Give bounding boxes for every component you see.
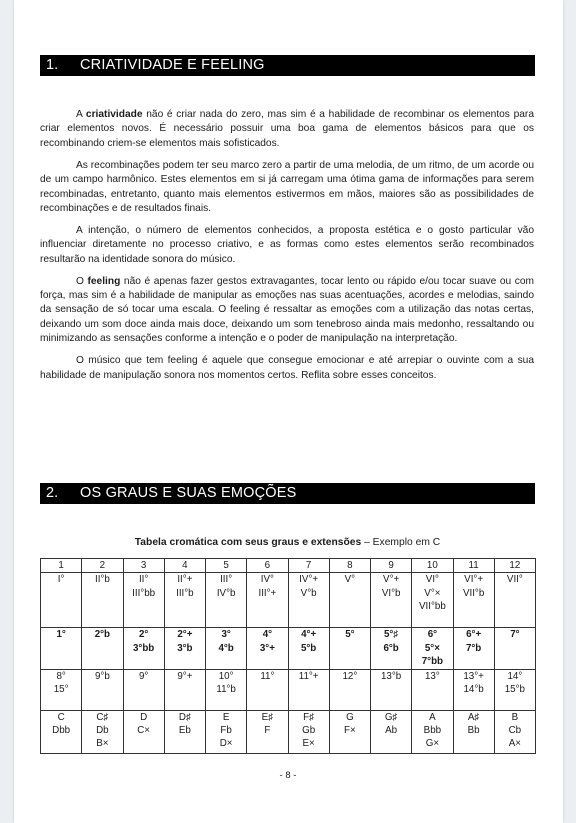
column-header: 11	[453, 559, 494, 573]
cell-value: 5°♯	[383, 629, 399, 641]
column-header: 1	[41, 559, 82, 573]
section-1-number: 1.	[46, 57, 59, 73]
table-cell	[206, 573, 247, 628]
table-cell	[41, 628, 82, 669]
section-2-header	[40, 483, 535, 504]
text-run: A	[76, 109, 86, 120]
text-run: O	[76, 275, 88, 287]
table-cell	[329, 628, 370, 669]
cell-value: VII°bb	[418, 601, 446, 613]
cell-value: Bbb	[423, 725, 442, 737]
cell-value: G	[346, 711, 354, 723]
cell-value: III°b	[176, 587, 194, 599]
chromatic-degree-table	[40, 558, 536, 754]
table-cell	[412, 573, 453, 628]
cell-value: A♯	[467, 711, 480, 723]
table-cell	[247, 573, 288, 628]
cell-value: 2°+	[177, 629, 193, 641]
table-cell	[123, 573, 164, 628]
cell-value: III°bb	[132, 587, 156, 599]
cell-value: 14°	[507, 670, 523, 682]
table-cell	[206, 710, 247, 753]
section-1-title: CRIATIVIDADE E FEELING	[80, 57, 265, 73]
table-cell	[288, 669, 329, 710]
text-run: O músico que tem feeling é aquele que consegue emocionar e até arrepiar o ouvinte com a sua habilidade de manipulação sonora nos momentos certos. Reflita sobre esses conceitos.	[40, 355, 534, 381]
table-cell	[412, 628, 453, 669]
cell-value: 9°+	[177, 670, 193, 682]
table-cell	[82, 573, 123, 628]
table-cell	[288, 628, 329, 669]
keyword: criatividade	[85, 109, 143, 120]
cell-value: VII°	[506, 574, 523, 586]
cell-value: 6°	[427, 629, 438, 641]
cell-value: F×	[344, 725, 356, 737]
cell-value: Ab	[385, 725, 398, 737]
cell-value: V°×	[424, 587, 441, 599]
section-1-body	[40, 108, 534, 390]
text-run: não é criar nada do zero, mas sim é a habilidade de recombinar os elementos para criar elementos novos. É necessário possuir uma boa gama de elementos básicos para que os recombinando criem-se elementos mais sofisticados.	[40, 109, 534, 149]
table-cell	[329, 573, 370, 628]
cell-value: Gb	[302, 725, 316, 737]
section-2-number: 2.	[46, 485, 59, 501]
cell-value: VII°b	[462, 587, 485, 599]
table-cell	[371, 710, 412, 753]
section-1-header	[40, 55, 535, 76]
cell-value: 8°	[56, 670, 66, 682]
cell-value: I°	[57, 574, 65, 586]
table-cell	[494, 573, 535, 628]
cell-value: 9°b	[94, 670, 110, 682]
cell-value: III°	[220, 574, 233, 586]
cell-value: C	[57, 711, 65, 723]
cell-value: E×	[302, 738, 315, 750]
table-cell	[41, 573, 82, 628]
table-cell	[371, 628, 412, 669]
column-header: 6	[247, 559, 288, 573]
cell-value: Db	[96, 725, 109, 737]
cell-value: 5°	[345, 629, 355, 641]
cell-value: E♯	[261, 711, 274, 723]
table-cell	[164, 669, 205, 710]
cell-value: 7°	[510, 629, 520, 641]
cell-value: 12°	[342, 670, 358, 682]
table-cell	[206, 669, 247, 710]
page-number: - 8 -	[279, 770, 297, 781]
cell-value: 3°b	[177, 642, 193, 654]
cell-value: 3°	[221, 629, 231, 641]
table-cell	[453, 710, 494, 753]
cell-value: 13°b	[380, 670, 402, 682]
cell-value: V°	[344, 574, 356, 586]
table-caption	[40, 536, 535, 550]
table-cell	[247, 710, 288, 753]
table-cell	[164, 710, 205, 753]
cell-value: D	[140, 711, 148, 723]
cell-value: B×	[96, 738, 109, 750]
cell-value: 1°	[56, 629, 66, 641]
table-cell	[329, 669, 370, 710]
table-cell	[123, 669, 164, 710]
table-cell	[371, 669, 412, 710]
cell-value: Fb	[220, 725, 232, 737]
cell-value: 10°	[218, 670, 234, 682]
cell-value: Dbb	[52, 725, 71, 737]
table-cell	[41, 710, 82, 753]
table-caption-example: – Exemplo em C	[361, 537, 441, 548]
cell-value: 15°	[53, 684, 69, 696]
cell-value: C×	[137, 725, 151, 737]
cell-value: 3°+	[259, 642, 275, 654]
cell-value: A	[429, 711, 436, 723]
table-cell	[123, 710, 164, 753]
cell-value: 2°b	[94, 629, 111, 641]
paragraph	[40, 275, 534, 347]
table-cell	[329, 710, 370, 753]
cell-value: A×	[508, 738, 521, 750]
paragraph	[40, 224, 534, 267]
cell-value: F	[264, 725, 271, 737]
table-header-row	[41, 559, 536, 573]
cell-value: 14°b	[463, 684, 484, 696]
table-cell	[453, 628, 494, 669]
cell-value: 6°b	[383, 642, 399, 654]
table-cell	[164, 628, 205, 669]
cell-value: Cb	[508, 725, 522, 737]
table-row-bold	[41, 628, 536, 669]
cell-value: 4°	[262, 629, 273, 641]
cell-value: V°b	[300, 587, 317, 599]
cell-value: Eb	[178, 725, 191, 737]
cell-value: VI°b	[381, 587, 401, 599]
cell-value: E	[222, 711, 230, 723]
keyword: feeling	[87, 275, 121, 287]
column-header: 12	[494, 559, 535, 573]
cell-value: C♯	[96, 711, 109, 723]
cell-value: 13°	[424, 670, 440, 682]
column-header: 4	[164, 559, 205, 573]
cell-value: B	[511, 711, 519, 723]
table-cell	[288, 573, 329, 628]
cell-value: II°+	[177, 574, 193, 586]
column-header: 10	[412, 559, 453, 573]
table-cell	[453, 669, 494, 710]
cell-value: II°	[138, 574, 149, 586]
table-cell	[82, 628, 123, 669]
table-cell	[164, 573, 205, 628]
cell-value: III°+	[258, 587, 277, 599]
cell-value: G♯	[384, 711, 398, 723]
table-cell	[288, 710, 329, 753]
cell-value: 5°×	[424, 642, 440, 654]
column-header: 7	[288, 559, 329, 573]
table-cell	[412, 710, 453, 753]
column-header: 9	[371, 559, 412, 573]
cell-value: F♯	[303, 711, 315, 723]
table-cell	[41, 669, 82, 710]
cell-value: 7°b	[465, 642, 482, 654]
cell-value: 6°+	[466, 629, 482, 641]
cell-value: IV°+	[299, 574, 319, 586]
cell-value: 9°	[138, 670, 149, 682]
column-header: 2	[82, 559, 123, 573]
cell-value: 3°bb	[132, 642, 155, 654]
table-cell	[371, 573, 412, 628]
cell-value: Bb	[467, 725, 480, 737]
text-run: não é apenas fazer gestos extravagantes, tocar lento ou rápido e/ou tocar suave ou com força, mas sim é a habilidade de manipular as emoções nas suas acentuações, acordes e melodias, saindo da sensação de só tocar uma escala. O feeling é ressaltar as emoções com a utilização das notas certas, deixando um som doce ainda mais doce, deixando um som tenebroso ainda mais medonho, ressaltando ou minimizando as sensações conforme a intenção e o poder de manipulação na interpretação.	[40, 275, 534, 345]
cell-value: VI°	[425, 574, 439, 586]
table-cell	[494, 669, 535, 710]
cell-value: II°b	[94, 574, 110, 586]
cell-value: D♯	[178, 711, 191, 723]
cell-value: 7°bb	[421, 656, 444, 668]
cell-value: 5°b	[300, 642, 317, 654]
cell-value: IV°b	[216, 587, 236, 599]
cell-value: 11°	[260, 670, 275, 682]
column-header: 3	[123, 559, 164, 573]
table-cell	[123, 628, 164, 669]
cell-value: G×	[425, 738, 440, 750]
cell-value: 13°+	[463, 670, 484, 682]
table-cell	[453, 573, 494, 628]
table-row-ext	[41, 669, 536, 710]
table-row-deg	[41, 573, 536, 628]
table-cell	[82, 710, 123, 753]
table-cell	[494, 628, 535, 669]
cell-value: D×	[219, 738, 233, 750]
cell-value: 11°b	[216, 684, 236, 696]
paragraph	[40, 108, 534, 151]
cell-value: 4°+	[301, 629, 317, 641]
column-header: 5	[206, 559, 247, 573]
text-run: As recombinações podem ter seu marco zero a partir de uma melodia, de um ritmo, de um acorde ou de um campo harmônico. Estes elementos em si já carregam uma ótima gama de informações para serem recombinadas, entretanto, quanto mais elementos estivermos em mãos, maiores são as possibilidades de recombinações e de resultados finais.	[40, 159, 534, 214]
cell-value: V°+	[383, 574, 400, 586]
text-run: A intenção, o número de elementos conhecidos, a proposta estética e o gosto particular vão influenciar diretamente no processo criativo, e as formas como estes elementos serão recombinados resultarão na identidade sonora do músico.	[40, 224, 534, 265]
table-cell	[247, 669, 288, 710]
column-header: 8	[329, 559, 370, 573]
cell-value: 11°+	[298, 670, 319, 682]
table-cell	[206, 628, 247, 669]
table-cell	[494, 710, 535, 753]
table-cell	[82, 669, 123, 710]
section-2-title: OS GRAUS E SUAS EMOÇÕES	[80, 485, 297, 501]
cell-value: 2°	[138, 629, 149, 641]
table-caption-title: Tabela cromática com seus graus e extensões	[134, 537, 362, 548]
table-cell	[247, 628, 288, 669]
paragraph	[40, 354, 534, 383]
paragraph	[40, 159, 534, 217]
cell-value: 15°b	[504, 684, 525, 696]
table-row-note	[41, 710, 536, 753]
table-cell	[412, 669, 453, 710]
cell-value: IV°	[260, 574, 274, 586]
cell-value: VI°+	[464, 574, 484, 586]
cell-value: 4°b	[218, 642, 234, 654]
